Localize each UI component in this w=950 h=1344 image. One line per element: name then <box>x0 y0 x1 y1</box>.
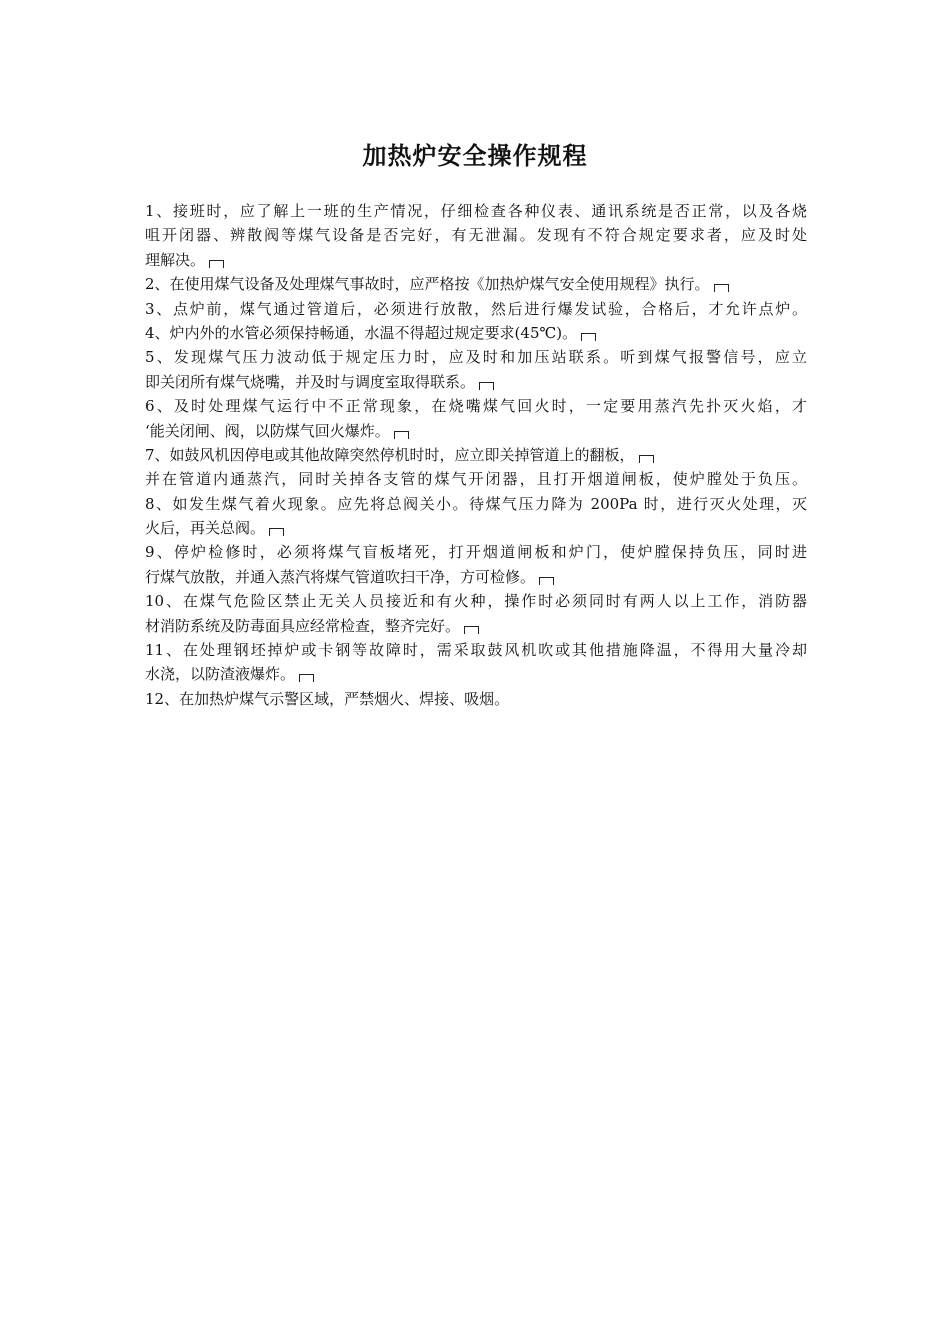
line-text: 并在管道内通蒸汽，同时关掉各支管的煤气开闭器，且打开烟道闸板，使炉膛处于负压。 <box>145 470 807 489</box>
line-text: 11、在处理钢坯掉炉或卡钢等故障时，需采取鼓风机吹或其他措施降温，不得用大量冷却 <box>145 641 807 660</box>
paragraph-line <box>145 248 807 272</box>
line-text: 水浇，以防渣液爆炸。 <box>145 665 296 684</box>
paragraph-mark-icon <box>714 284 729 292</box>
paragraph-mark-icon <box>394 431 409 439</box>
paragraph-line <box>145 614 807 638</box>
paragraph-line <box>145 419 807 443</box>
document-title: 加热炉安全操作规程 <box>362 141 588 170</box>
paragraph-mark-icon <box>209 260 224 268</box>
paragraph-line <box>145 223 807 247</box>
line-text: 行煤气放散，并通入蒸汽将煤气管道吹扫干净，方可检修。 <box>145 567 536 586</box>
paragraph-line <box>145 662 807 686</box>
paragraph-mark-icon <box>464 626 479 634</box>
line-text: 10、在煤气危险区禁止无关人员接近和有火种，操作时必须同时有两人以上工作，消防器 <box>145 592 807 611</box>
line-text: 12、在加热炉煤气示警区域，严禁烟火、焊接、吸烟。 <box>145 689 510 708</box>
line-text: 即关闭所有煤气烧嘴，并及时与调度室取得联系。 <box>145 372 476 391</box>
line-text: 理解决。 <box>145 250 206 269</box>
line-text: 材消防系统及防毒面具应经常检查，整齐完好。 <box>145 616 461 635</box>
paragraph-line <box>145 467 807 491</box>
paragraph-line <box>145 345 807 369</box>
paragraph-mark-icon <box>639 455 654 463</box>
paragraph-line <box>145 565 807 589</box>
paragraph-mark-icon <box>479 382 494 390</box>
paragraph-line <box>145 370 807 394</box>
line-text: 1、接班时，应了解上一班的生产情况，仔细检查各种仪表、通讯系统是否正常，以及各烧 <box>145 202 807 220</box>
line-text: 6、及时处理煤气运行中不正常现象，在烧嘴煤气回火时，一定要用蒸汽先扑灭火焰，才 <box>145 397 807 416</box>
paragraph-line <box>145 540 807 564</box>
paragraph-line <box>145 516 807 540</box>
paragraph-line <box>145 297 807 321</box>
paragraph-line <box>145 443 807 467</box>
line-text: 3、点炉前，煤气通过管道后，必须进行放散，然后进行爆发试验，合格后，才允许点炉。 <box>145 299 807 318</box>
paragraph-mark-icon <box>539 577 554 585</box>
paragraph-line <box>145 589 807 613</box>
line-text: 2、在使用煤气设备及处理煤气事故时，应严格按《加热炉煤气安全使用规程》执行。 <box>145 275 710 294</box>
paragraph-line <box>145 272 807 296</box>
paragraph-mark-icon <box>581 333 596 341</box>
paragraph-line <box>145 687 807 711</box>
line-text: ‘能关闭闸、阀，以防煤气回火爆炸。 <box>145 421 390 440</box>
paragraph-mark-icon <box>269 528 284 536</box>
line-text: 9、停炉检修时，必须将煤气盲板堵死，打开烟道闸板和炉门，使炉膛保持负压，同时进 <box>145 543 807 562</box>
paragraph-line <box>145 321 807 345</box>
line-text: 火后，再关总阀。 <box>145 519 266 538</box>
line-text: 咀开闭器、辨散阀等煤气设备是否完好，有无泄漏。发现有不符合规定要求者，应及时处 <box>145 226 807 245</box>
paragraph-line <box>145 638 807 662</box>
paragraph-line <box>145 199 807 223</box>
line-text: 4、炉内外的水管必须保持畅通，水温不得超过规定要求(45℃)。 <box>145 323 578 342</box>
line-text: 8、如发生煤气着火现象。应先将总阀关小。待煤气压力降为 200Pa 时，进行灭火处理，灭 <box>145 494 807 513</box>
line-text: 5、发现煤气压力波动低于规定压力时，应及时和加压站联系。听到煤气报警信号，应立 <box>145 348 807 367</box>
paragraph-mark-icon <box>299 674 314 682</box>
document-body <box>145 199 807 711</box>
line-text: 7、如鼓风机因停电或其他故障突然停机时时，应立即关掉管道上的翻板， <box>145 445 635 464</box>
paragraph-line <box>145 492 807 516</box>
paragraph-line <box>145 394 807 418</box>
